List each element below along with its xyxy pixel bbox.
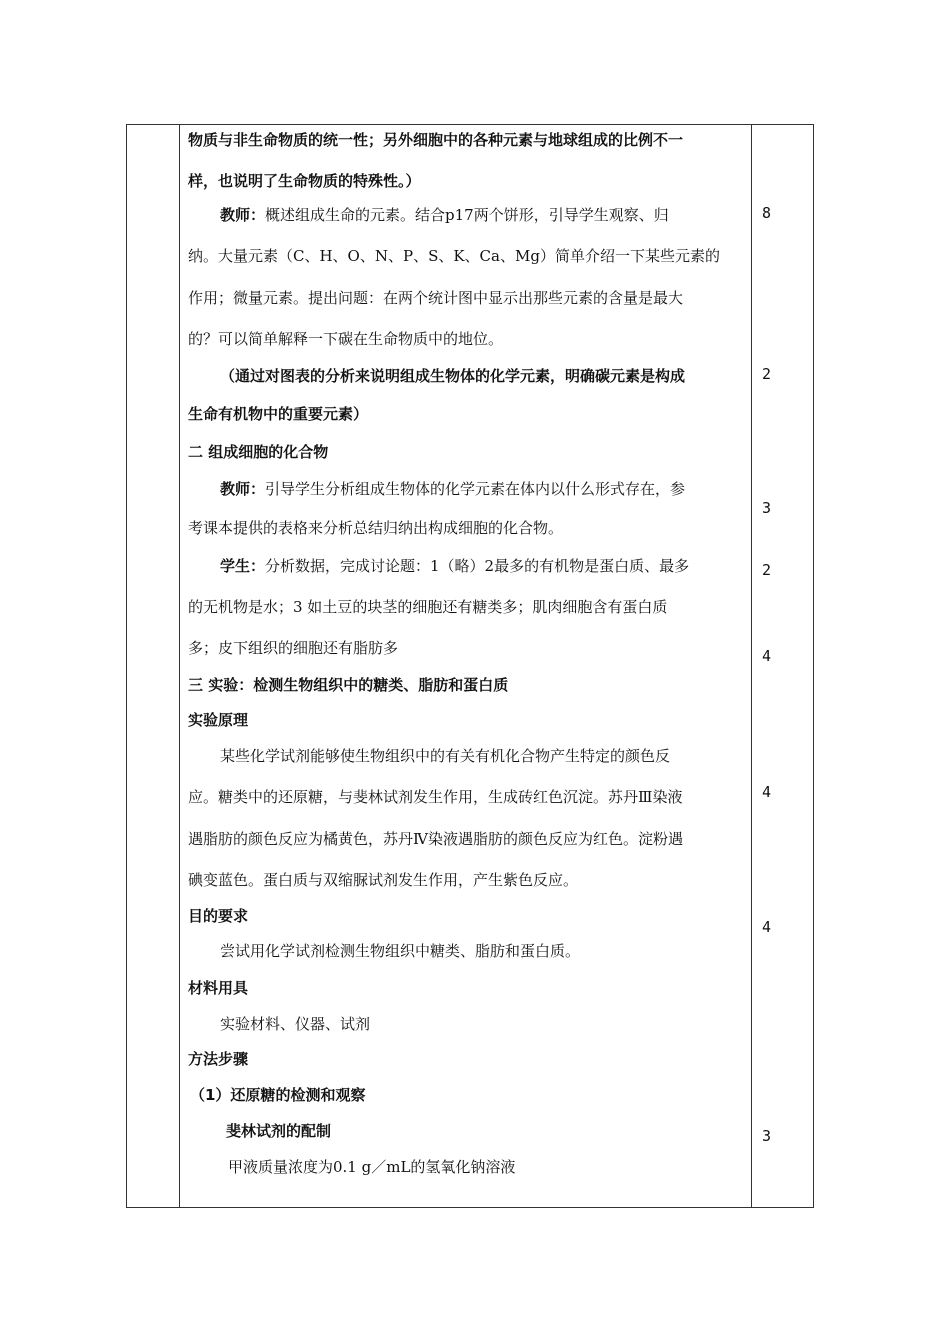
step-heading: （1）还原糖的检测和观察 — [190, 1086, 366, 1104]
time-value: 4 — [762, 918, 772, 936]
section-heading: 三 实验：检测生物组织中的糖类、脂肪和蛋白质 — [188, 676, 509, 694]
paragraph-line: 的无机物是水；3 如土豆的块茎的细胞还有糖类多；肌肉细胞含有蛋白质 — [188, 598, 668, 616]
time-value: 4 — [762, 647, 772, 665]
subheading: 实验原理 — [188, 711, 249, 729]
paragraph-line: 考课本提供的表格来分析总结归纳出构成细胞的化合物。 — [188, 519, 564, 537]
student-paragraph-line: 学生：分析数据，完成讨论题：1（略）2最多的有机物是蛋白质、最多 — [220, 557, 690, 575]
subheading: 目的要求 — [188, 907, 249, 925]
paragraph-line: 生命有机物中的重要元素） — [188, 405, 369, 423]
paragraph-line: 应。糖类中的还原糖，与斐林试剂发生作用，生成砖红色沉淀。苏丹Ⅲ染液 — [188, 788, 683, 806]
paragraph-line: 某些化学试剂能够使生物组织中的有关有机化合物产生特定的颜色反 — [220, 747, 671, 765]
paragraph-line: 作用；微量元素。提出问题：在两个统计图中显示出那些元素的含量是最大 — [188, 289, 684, 307]
paragraph-line: （通过对图表的分析来说明组成生物体的化学元素，明确碳元素是构成 — [220, 367, 686, 385]
student-label: 学生： — [220, 557, 266, 575]
paragraph-line: 纳。大量元素（C、H、O、N、P、S、K、Ca、Mg）简单介绍一下某些元素的 — [188, 247, 720, 265]
paragraph-line: 实验材料、仪器、试剂 — [220, 1015, 371, 1033]
teacher-paragraph-line: 教师：引导学生分析组成生物体的化学元素在体内以什么形式存在，参 — [220, 480, 686, 498]
paragraph-line: 碘变蓝色。蛋白质与双缩脲试剂发生作用，产生紫色反应。 — [188, 871, 579, 889]
time-value: 3 — [762, 1127, 772, 1145]
teacher-label: 教师： — [220, 480, 266, 498]
time-value: 4 — [762, 783, 772, 801]
subheading: 材料用具 — [188, 979, 249, 997]
paragraph-line: 尝试用化学试剂检测生物组织中糖类、脂肪和蛋白质。 — [220, 942, 581, 960]
time-value: 8 — [762, 204, 772, 222]
subheading: 方法步骤 — [188, 1050, 249, 1068]
teacher-paragraph-line: 教师：概述组成生命的元素。结合p17两个饼形，引导学生观察、归 — [220, 206, 669, 224]
paragraph-line: 样，也说明了生命物质的特殊性。） — [188, 172, 421, 190]
paragraph-line: 物质与非生命物质的统一性；另外细胞中的各种元素与地球组成的比例不一 — [188, 131, 684, 149]
teacher-label: 教师： — [220, 206, 266, 224]
subheading: 斐林试剂的配制 — [226, 1122, 332, 1140]
paragraph-line: 遇脂肪的颜色反应为橘黄色，苏丹Ⅳ染液遇脂肪的颜色反应为红色。淀粉遇 — [188, 830, 683, 848]
time-value: 3 — [762, 499, 772, 517]
column-divider-1 — [179, 125, 180, 1207]
time-value: 2 — [762, 365, 772, 383]
paragraph-line: 的？可以简单解释一下碳在生命物质中的地位。 — [188, 330, 504, 348]
paragraph-line: 甲液质量浓度为0.1 g／mL的氢氧化钠溶液 — [228, 1158, 516, 1176]
section-heading: 二 组成细胞的化合物 — [188, 443, 329, 461]
lesson-plan-table — [126, 124, 814, 1208]
time-value: 2 — [762, 561, 772, 579]
column-divider-2 — [751, 125, 752, 1207]
paragraph-line: 多；皮下组织的细胞还有脂肪多 — [188, 639, 399, 657]
